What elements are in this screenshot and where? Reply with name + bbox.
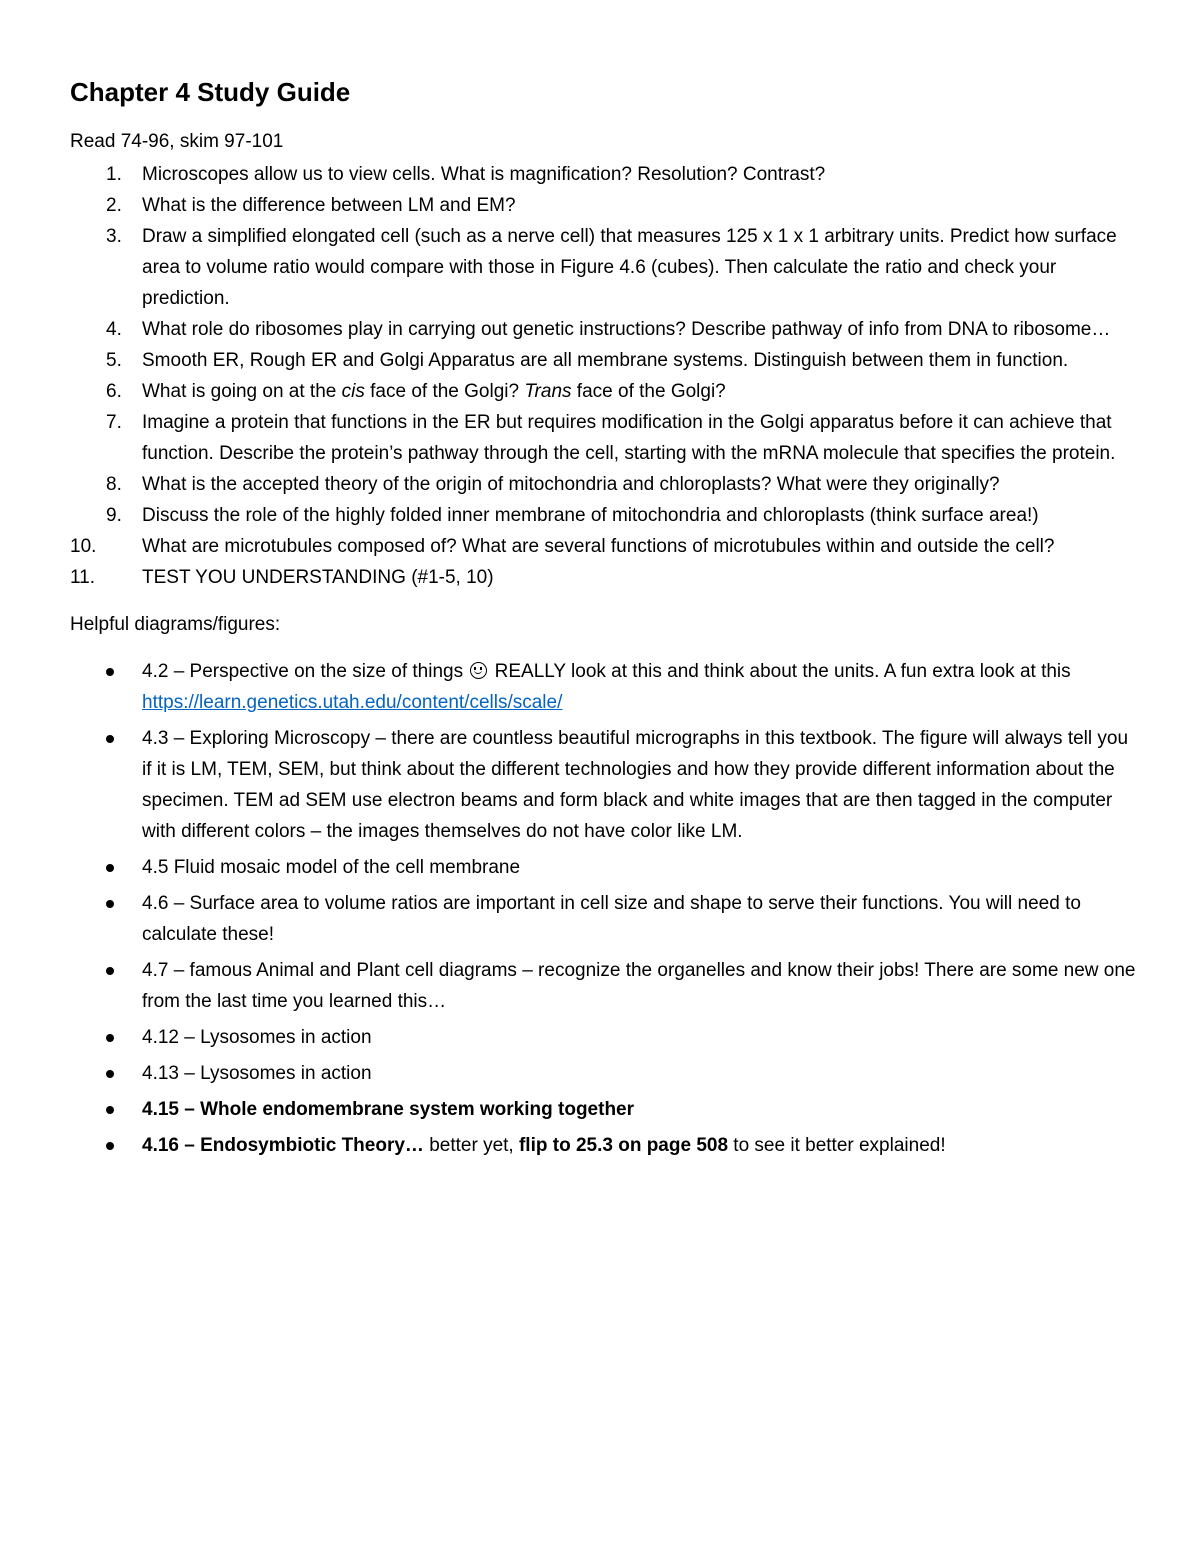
question-text: TEST YOU UNDERSTANDING (#1-5, 10) <box>142 567 494 588</box>
question-number: 2. <box>106 195 122 216</box>
question-text-cis: cis <box>341 381 365 402</box>
question-number: 5. <box>106 350 122 371</box>
figure-text: 4.7 – famous Animal and Plant cell diagrams – recognize the organelles and know their jobs! There are some new one from the last time you learned this… <box>142 960 1136 1012</box>
page-title: Chapter 4 Study Guide <box>70 77 351 107</box>
question-item <box>70 562 1140 593</box>
question-list <box>70 159 1140 593</box>
figure-text: 4.6 – Surface area to volume ratios are important in cell size and shape to serve their functions. You will need to calculate these! <box>142 893 1081 945</box>
bullet-icon <box>106 967 114 975</box>
figure-text: 4.5 Fluid mosaic model of the cell membrane <box>142 857 521 878</box>
smiley-icon <box>470 662 487 679</box>
question-number: 7. <box>106 412 122 433</box>
question-item <box>70 221 1140 314</box>
bullet-icon <box>106 1106 114 1114</box>
question-item <box>70 407 1140 469</box>
figure-text: flip to 25.3 on page 508 <box>518 1135 729 1156</box>
question-item <box>70 159 1140 190</box>
question-text: What is the accepted theory of the origin of mitochondria and chloroplasts? What were they originally? <box>142 474 1000 495</box>
question-item <box>70 500 1140 531</box>
question-item <box>70 376 1140 407</box>
bullet-icon <box>106 668 114 676</box>
question-item <box>70 314 1140 345</box>
figure-item <box>70 1058 1140 1089</box>
document-page <box>70 76 1140 1166</box>
figure-text: 4.3 – Exploring Microscopy – there are countless beautiful micrographs in this textbook. The figure will always tell you if it is LM, TEM, SEM, but think about the different technologies and how they provide different information about the specimen. TEM ad SEM use electron beams and form black and white images that are then tagged in the computer with different colors – the images themselves do not have color like LM. <box>142 728 1129 842</box>
figure-text: 4.16 – Endosymbiotic Theory… <box>142 1135 424 1156</box>
bullet-icon <box>106 900 114 908</box>
figure-item <box>70 852 1140 883</box>
question-text: Imagine a protein that functions in the ER but requires modification in the Golgi apparatus before it can achieve that function. Describe the protein’s pathway through the cell, starting with the mRNA molecule that specifies the protein. <box>142 412 1116 464</box>
question-text-mid: face of the Golgi? <box>364 381 525 402</box>
question-text: Draw a simplified elongated cell (such as a nerve cell) that measures 125 x 1 x 1 arbitrary units. Predict how surface area to volume ratio would compare with those in Figure 4.6 (cubes). Then calculate the ratio and check your prediction. <box>142 226 1117 309</box>
helpful-heading: Helpful diagrams/figures: <box>70 614 281 635</box>
bullet-icon <box>106 735 114 743</box>
bullet-icon <box>106 1034 114 1042</box>
question-text: What role do ribosomes play in carrying out genetic instructions? Describe pathway of info from DNA to ribosome… <box>142 319 1111 340</box>
figure-item <box>70 723 1140 847</box>
bullet-icon <box>106 1142 114 1150</box>
question-text: Microscopes allow us to view cells. What is magnification? Resolution? Contrast? <box>142 164 826 185</box>
reading-assignment: Read 74-96, skim 97-101 <box>70 131 284 152</box>
figure-text: better yet, <box>423 1135 519 1156</box>
question-text-pre: What is going on at the <box>142 381 342 402</box>
figure-item <box>70 1094 1140 1125</box>
question-number: 4. <box>106 319 122 340</box>
question-number: 3. <box>106 226 122 247</box>
question-number: 11. <box>70 567 96 588</box>
scale-link[interactable]: https://learn.genetics.utah.edu/content/cells/scale/ <box>142 692 563 713</box>
question-text-post: face of the Golgi? <box>571 381 726 402</box>
question-text: What are microtubules composed of? What are several functions of microtubules within and outside the cell? <box>142 536 1055 557</box>
figure-item <box>70 888 1140 950</box>
bullet-icon <box>106 864 114 872</box>
figure-text: REALLY look at this and think about the units. A fun extra look at this <box>489 661 1071 682</box>
figure-item <box>70 656 1140 718</box>
figure-item <box>70 1022 1140 1053</box>
question-text-trans: Trans <box>524 381 572 402</box>
figure-item <box>70 955 1140 1017</box>
question-item <box>70 345 1140 376</box>
question-number: 6. <box>106 381 122 402</box>
question-text: What is the difference between LM and EM? <box>142 195 516 216</box>
question-number: 10. <box>70 536 97 557</box>
question-text: Smooth ER, Rough ER and Golgi Apparatus are all membrane systems. Distinguish between them in function. <box>142 350 1069 371</box>
figure-text: 4.2 – Perspective on the size of things <box>142 661 469 682</box>
figure-text: 4.15 – Whole endomembrane system working together <box>142 1099 635 1120</box>
figure-item <box>70 1130 1140 1161</box>
figure-text: 4.13 – Lysosomes in action <box>142 1063 372 1084</box>
question-item <box>70 531 1140 562</box>
figure-text: to see it better explained! <box>728 1135 946 1156</box>
question-number: 9. <box>106 505 122 526</box>
bullet-icon <box>106 1070 114 1078</box>
question-number: 1. <box>106 164 122 185</box>
question-text: Discuss the role of the highly folded inner membrane of mitochondria and chloroplasts (think surface area!) <box>142 505 1039 526</box>
figure-list <box>70 656 1140 1161</box>
question-number: 8. <box>106 474 122 495</box>
figure-text: 4.12 – Lysosomes in action <box>142 1027 372 1048</box>
question-item <box>70 190 1140 221</box>
question-item <box>70 469 1140 500</box>
